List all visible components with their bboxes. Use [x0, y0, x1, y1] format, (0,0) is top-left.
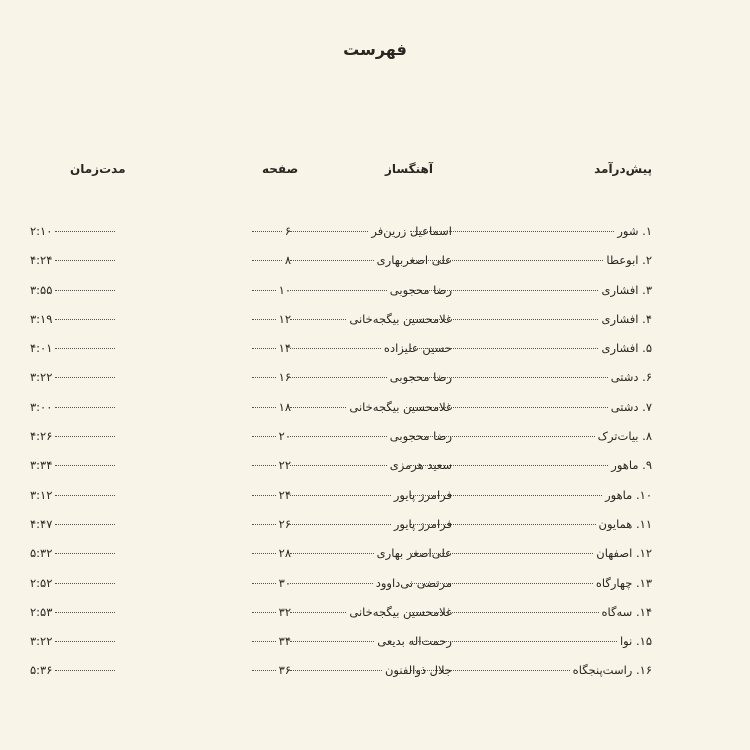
prelude-title: ۳. افشاری — [601, 282, 652, 297]
composer-name: غلامحسین بیگجه‌خانی — [349, 604, 452, 619]
toc-page-cell — [249, 458, 291, 472]
toc-row — [0, 398, 750, 427]
toc-page-cell — [249, 224, 291, 238]
dot-leader — [55, 435, 115, 437]
dot-leader — [55, 582, 115, 584]
toc-row — [0, 661, 750, 690]
prelude-title: ۹. ماهور — [611, 458, 652, 473]
toc-duration-cell — [30, 400, 118, 414]
toc-composer-cell — [287, 312, 452, 326]
toc-row — [0, 251, 750, 280]
toc-composer-cell — [287, 488, 452, 502]
toc-page-cell — [249, 546, 291, 560]
dot-leader — [290, 640, 374, 642]
prelude-title: ۴. افشاری — [601, 311, 652, 326]
toc-page-cell — [249, 400, 291, 414]
toc-row — [0, 486, 750, 515]
toc-duration-cell — [30, 663, 118, 677]
dot-leader — [55, 494, 115, 496]
dot-leader — [290, 318, 346, 320]
toc-duration-cell — [30, 283, 118, 297]
dot-leader — [55, 406, 115, 408]
toc-duration-cell — [30, 517, 118, 531]
toc-page-cell — [249, 341, 291, 355]
toc-page-cell — [249, 253, 291, 267]
toc-row — [0, 544, 750, 573]
toc-composer-cell — [287, 517, 452, 531]
dot-leader — [290, 611, 346, 613]
dot-leader — [55, 347, 115, 349]
duration-value: ۳:۲۲ — [30, 634, 53, 649]
page-number: ۲۸ — [278, 546, 291, 561]
toc-composer-cell — [287, 341, 452, 355]
duration-value: ۳:۰۰ — [30, 399, 53, 414]
duration-value: ۴:۰۱ — [30, 341, 53, 356]
dot-leader — [290, 582, 373, 584]
toc-row — [0, 632, 750, 661]
composer-name: اسماعیل زرین‌فر — [371, 224, 452, 238]
toc-row — [0, 368, 750, 397]
toc-row — [0, 427, 750, 456]
duration-value: ۵:۳۲ — [30, 546, 53, 561]
dot-leader — [252, 318, 276, 320]
composer-name: علی‌اصغر بهاری — [376, 546, 452, 561]
prelude-title: ۱. شور — [617, 224, 652, 238]
toc-row — [0, 310, 750, 339]
dot-leader — [252, 435, 276, 437]
dot-leader — [252, 552, 276, 554]
toc-duration-cell — [30, 370, 118, 384]
composer-name: مرتضی نی‌داوود — [375, 575, 452, 590]
prelude-title: ۵. افشاری — [601, 341, 652, 356]
dot-leader — [55, 640, 115, 642]
prelude-title: ۱۲. اصفهان — [596, 546, 652, 561]
toc-composer-cell — [287, 283, 452, 297]
toc-row — [0, 281, 750, 310]
composer-name: علی اصغربهاری — [376, 253, 452, 268]
toc-row — [0, 515, 750, 544]
toc-page-cell — [249, 605, 291, 619]
toc-duration-cell — [30, 634, 118, 648]
dot-leader — [290, 230, 368, 232]
toc-composer-cell — [287, 605, 452, 619]
composer-name: رضا محجوبی — [389, 282, 452, 297]
composer-name: رضا محجوبی — [389, 370, 452, 385]
dot-leader — [252, 640, 276, 642]
toc-page-cell — [249, 370, 291, 384]
dot-leader — [55, 318, 115, 320]
duration-value: ۴:۴۷ — [30, 516, 53, 531]
dot-leader — [55, 230, 115, 232]
toc-composer-cell — [287, 370, 452, 384]
dot-leader — [252, 259, 282, 261]
page-number: ۸ — [284, 253, 291, 268]
toc-row — [0, 222, 750, 251]
dot-leader — [290, 376, 387, 378]
dot-leader — [290, 289, 387, 291]
toc-page-cell — [249, 517, 291, 531]
dot-leader — [55, 669, 115, 671]
toc-duration-cell — [30, 546, 118, 560]
page-number: ۶ — [284, 224, 291, 238]
composer-name: رحمت‌اله بدیعی — [377, 634, 452, 649]
prelude-title: ۱۰. ماهور — [605, 487, 652, 502]
dot-leader — [55, 611, 115, 613]
header-page: صفحه — [262, 162, 299, 176]
toc-duration-cell — [30, 488, 118, 502]
toc-composer-cell — [287, 429, 452, 443]
prelude-title: ۱۴. سه‌گاه — [601, 604, 652, 619]
prelude-title: ۶. دشتی — [610, 370, 652, 385]
dot-leader — [290, 435, 387, 437]
duration-value: ۳:۵۵ — [30, 282, 53, 297]
composer-name: رضا محجوبی — [389, 429, 452, 444]
composer-name: فرامرز پایور — [393, 487, 452, 502]
header-prelude: پیش‌درآمد — [594, 162, 652, 176]
duration-value: ۳:۳۴ — [30, 458, 53, 473]
composer-name: فرامرز پایور — [393, 516, 452, 531]
toc-composer-cell — [287, 576, 452, 590]
dot-leader — [290, 494, 391, 496]
dot-leader — [252, 669, 276, 671]
page-number: ۳۶ — [278, 663, 291, 678]
page-title: فهرست — [343, 40, 407, 59]
toc-duration-cell — [30, 458, 118, 472]
page-number: ۳۲ — [278, 604, 291, 619]
dot-leader — [252, 406, 276, 408]
prelude-title: ۱۳. چهارگاه — [595, 575, 652, 590]
toc-duration-cell — [30, 429, 118, 443]
toc-composer-cell — [287, 546, 452, 560]
prelude-title: ۱۵. نوا — [619, 634, 652, 649]
header-composer: آهنگساز — [385, 162, 433, 176]
prelude-title: ۷. دشتی — [610, 399, 652, 414]
toc-duration-cell — [30, 253, 118, 267]
toc-list — [0, 222, 750, 691]
prelude-title: ۲. ابوعطا — [606, 253, 652, 268]
toc-duration-cell — [30, 341, 118, 355]
toc-page-cell — [249, 429, 291, 443]
dot-leader — [252, 347, 276, 349]
dot-leader — [252, 523, 276, 525]
duration-value: ۵:۳۶ — [30, 663, 53, 678]
page-number: ۱۴ — [278, 341, 291, 356]
page-number: ۱۶ — [278, 370, 291, 385]
duration-value: ۲:۱۰ — [30, 224, 53, 238]
dot-leader — [290, 259, 374, 261]
dot-leader — [55, 552, 115, 554]
page-number: ۱۲ — [278, 311, 291, 326]
composer-name: سعید هرمزی — [389, 458, 452, 473]
duration-value: ۳:۱۹ — [30, 311, 53, 326]
toc-page-cell — [249, 283, 291, 297]
toc-composer-cell — [287, 458, 452, 472]
page-number: ۲۰ — [278, 429, 291, 444]
dot-leader — [252, 494, 276, 496]
page-number: ۲۲ — [278, 458, 291, 473]
page-number: ۱۰ — [278, 282, 291, 297]
dot-leader — [55, 464, 115, 466]
toc-page-cell — [249, 488, 291, 502]
page-number: ۳۰ — [278, 575, 291, 590]
composer-name: حسین علیزاده — [383, 341, 452, 356]
dot-leader — [252, 289, 276, 291]
toc-composer-cell — [287, 634, 452, 648]
duration-value: ۴:۲۶ — [30, 429, 53, 444]
composer-name: غلامحسین بیگجه‌خانی — [349, 311, 452, 326]
dot-leader — [55, 376, 115, 378]
toc-duration-cell — [30, 576, 118, 590]
duration-value: ۴:۲۴ — [30, 253, 53, 268]
composer-name: غلامحسین بیگجه‌خانی — [349, 399, 452, 414]
composer-name: جلال ذوالفنون — [384, 663, 452, 678]
dot-leader — [290, 406, 346, 408]
dot-leader — [55, 523, 115, 525]
toc-row — [0, 574, 750, 603]
toc-composer-cell — [284, 253, 452, 268]
toc-duration-cell — [30, 605, 118, 619]
page-number: ۱۸ — [278, 399, 291, 414]
prelude-title: ۱۱. همایون — [598, 516, 652, 531]
dot-leader — [290, 347, 381, 349]
toc-duration-cell — [30, 312, 118, 326]
dot-leader — [252, 230, 282, 232]
page-number: ۲۴ — [278, 487, 291, 502]
toc-duration-cell — [30, 224, 118, 238]
dot-leader — [252, 376, 276, 378]
toc-row — [0, 603, 750, 632]
toc-row — [0, 456, 750, 485]
toc-row — [0, 339, 750, 368]
toc-page-cell — [249, 663, 291, 677]
duration-value: ۳:۲۲ — [30, 370, 53, 385]
toc-page-cell — [249, 634, 291, 648]
dot-leader — [290, 552, 374, 554]
dot-leader — [290, 464, 387, 466]
page-number: ۲۶ — [278, 516, 291, 531]
toc-page-cell — [249, 576, 291, 590]
toc-composer-cell — [287, 400, 452, 414]
dot-leader — [55, 259, 115, 261]
prelude-title: ۸. بیات‌ترک — [597, 429, 652, 444]
dot-leader — [290, 669, 382, 671]
dot-leader — [252, 464, 276, 466]
toc-page-cell — [249, 312, 291, 326]
dot-leader — [290, 523, 391, 525]
header-duration: مدت‌زمان — [70, 162, 126, 176]
page-number: ۳۴ — [278, 634, 291, 649]
dot-leader — [252, 611, 276, 613]
prelude-title: ۱۶. راست‌پنجگاه — [572, 663, 652, 678]
duration-value: ۲:۵۳ — [30, 604, 53, 619]
toc-composer-cell — [287, 663, 452, 677]
duration-value: ۳:۱۲ — [30, 487, 53, 502]
toc-composer-cell — [284, 224, 452, 238]
duration-value: ۲:۵۲ — [30, 575, 53, 590]
dot-leader — [252, 582, 276, 584]
dot-leader — [55, 289, 115, 291]
